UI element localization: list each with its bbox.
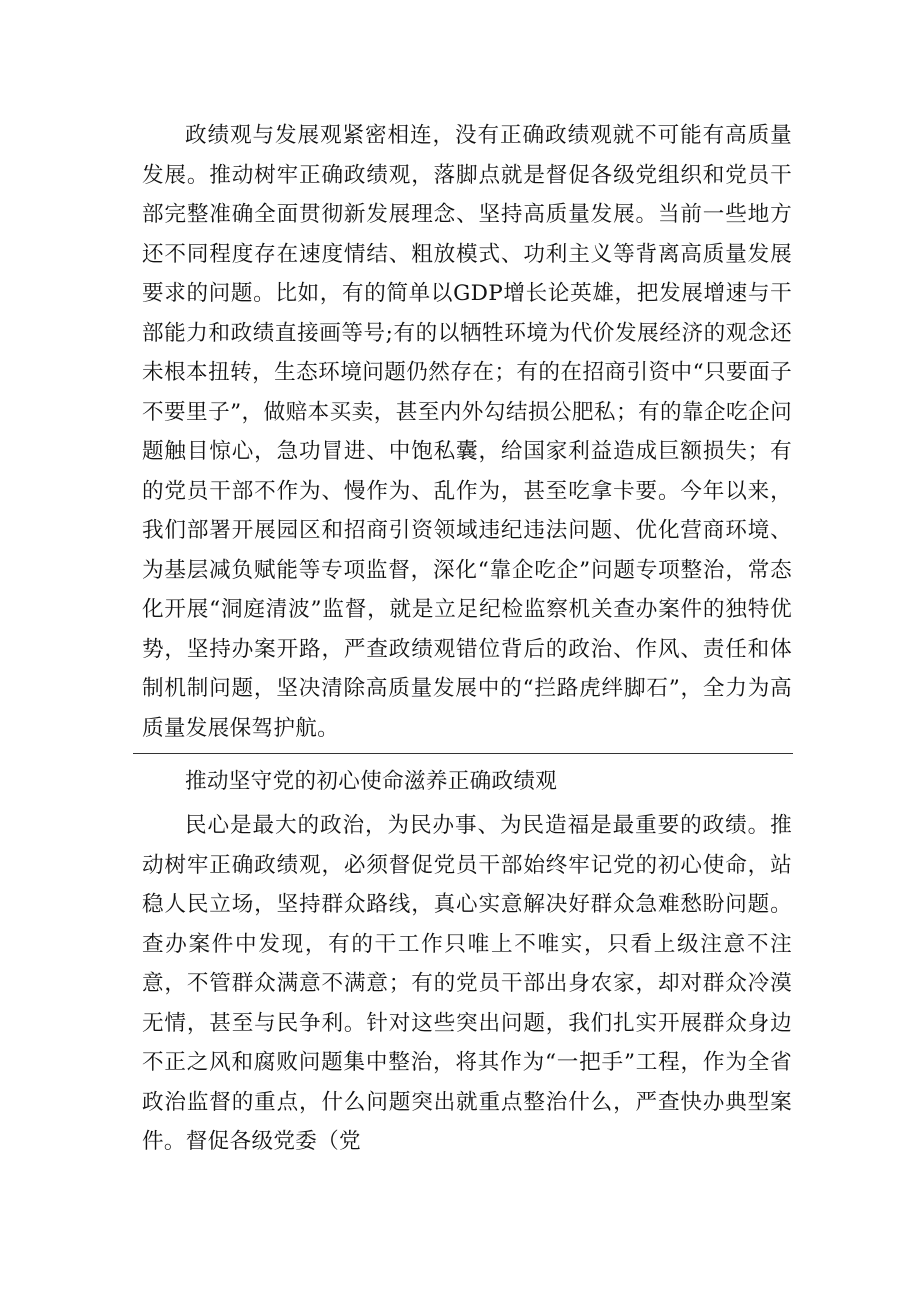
body-paragraph: 民心是最大的政治，为民办事、为民造福是最重要的政绩。推动树牢正确政绩观，必须督促党员干部始终牢记党的初心使命，站稳人民立场，坚持群众路线，真心实意解决好群众急难愁盼问题。查办案件中发现，有的干工作只唯上不唯实，只看上级注意不注意，不管群众满意不满意；有的党员干部出身农家，却对群众冷漠无情，甚至与民争利。针对这些突出问题，我们扎实开展群众身边不正之风和腐败问题集中整治，将其作为“一把手”工程，作为全省政治监督的重点，什么问题突出就重点整治什么，严查快办典型案件。督促各级党委（党 <box>142 813 792 1154</box>
section-divider <box>133 753 793 754</box>
section-heading: 推动坚守党的初心使命滋养正确政绩观 <box>185 769 558 794</box>
body-paragraph: 政绩观与发展观紧密相连，没有正确政绩观就不可能有高质量发展。推动树牢正确政绩观，落脚点就是督促各级党组织和党员干部完整准确全面贯彻新发展理念、坚持高质量发展。当前一些地方还不同程度存在速度情结、粗放模式、功利主义等背离高质量发展要求的问题。比如，有的简单以GDP增长论英雄，把发展增速与干部能力和政绩直接画等号;有的以牺牲环境为代价发展经济的观念还未根本扭转，生态环境问题仍然存在；有的在招商引资中“只要面子不要里子”，做赔本买卖，甚至内外勾结损公肥私；有的靠企吃企问题触目惊心，急功冒进、中饱私囊，给国家利益造成巨额损失；有的党员干部不作为、慢作为、乱作为，甚至吃拿卡要。今年以来，我们部署开展园区和招商引资领域违纪违法问题、优化营商环境、为基层减负赋能等专项监督，深化“靠企吃企”问题专项整治，常态化开展“洞庭清波”监督，就是立足纪检监察机关查办案件的独特优势，坚持办案开路，严查政绩观错位背后的政治、作风、责任和体制机制问题，坚决清除高质量发展中的“拦路虎绊脚石”，全力为高质量发展保驾护航。 <box>142 123 792 741</box>
